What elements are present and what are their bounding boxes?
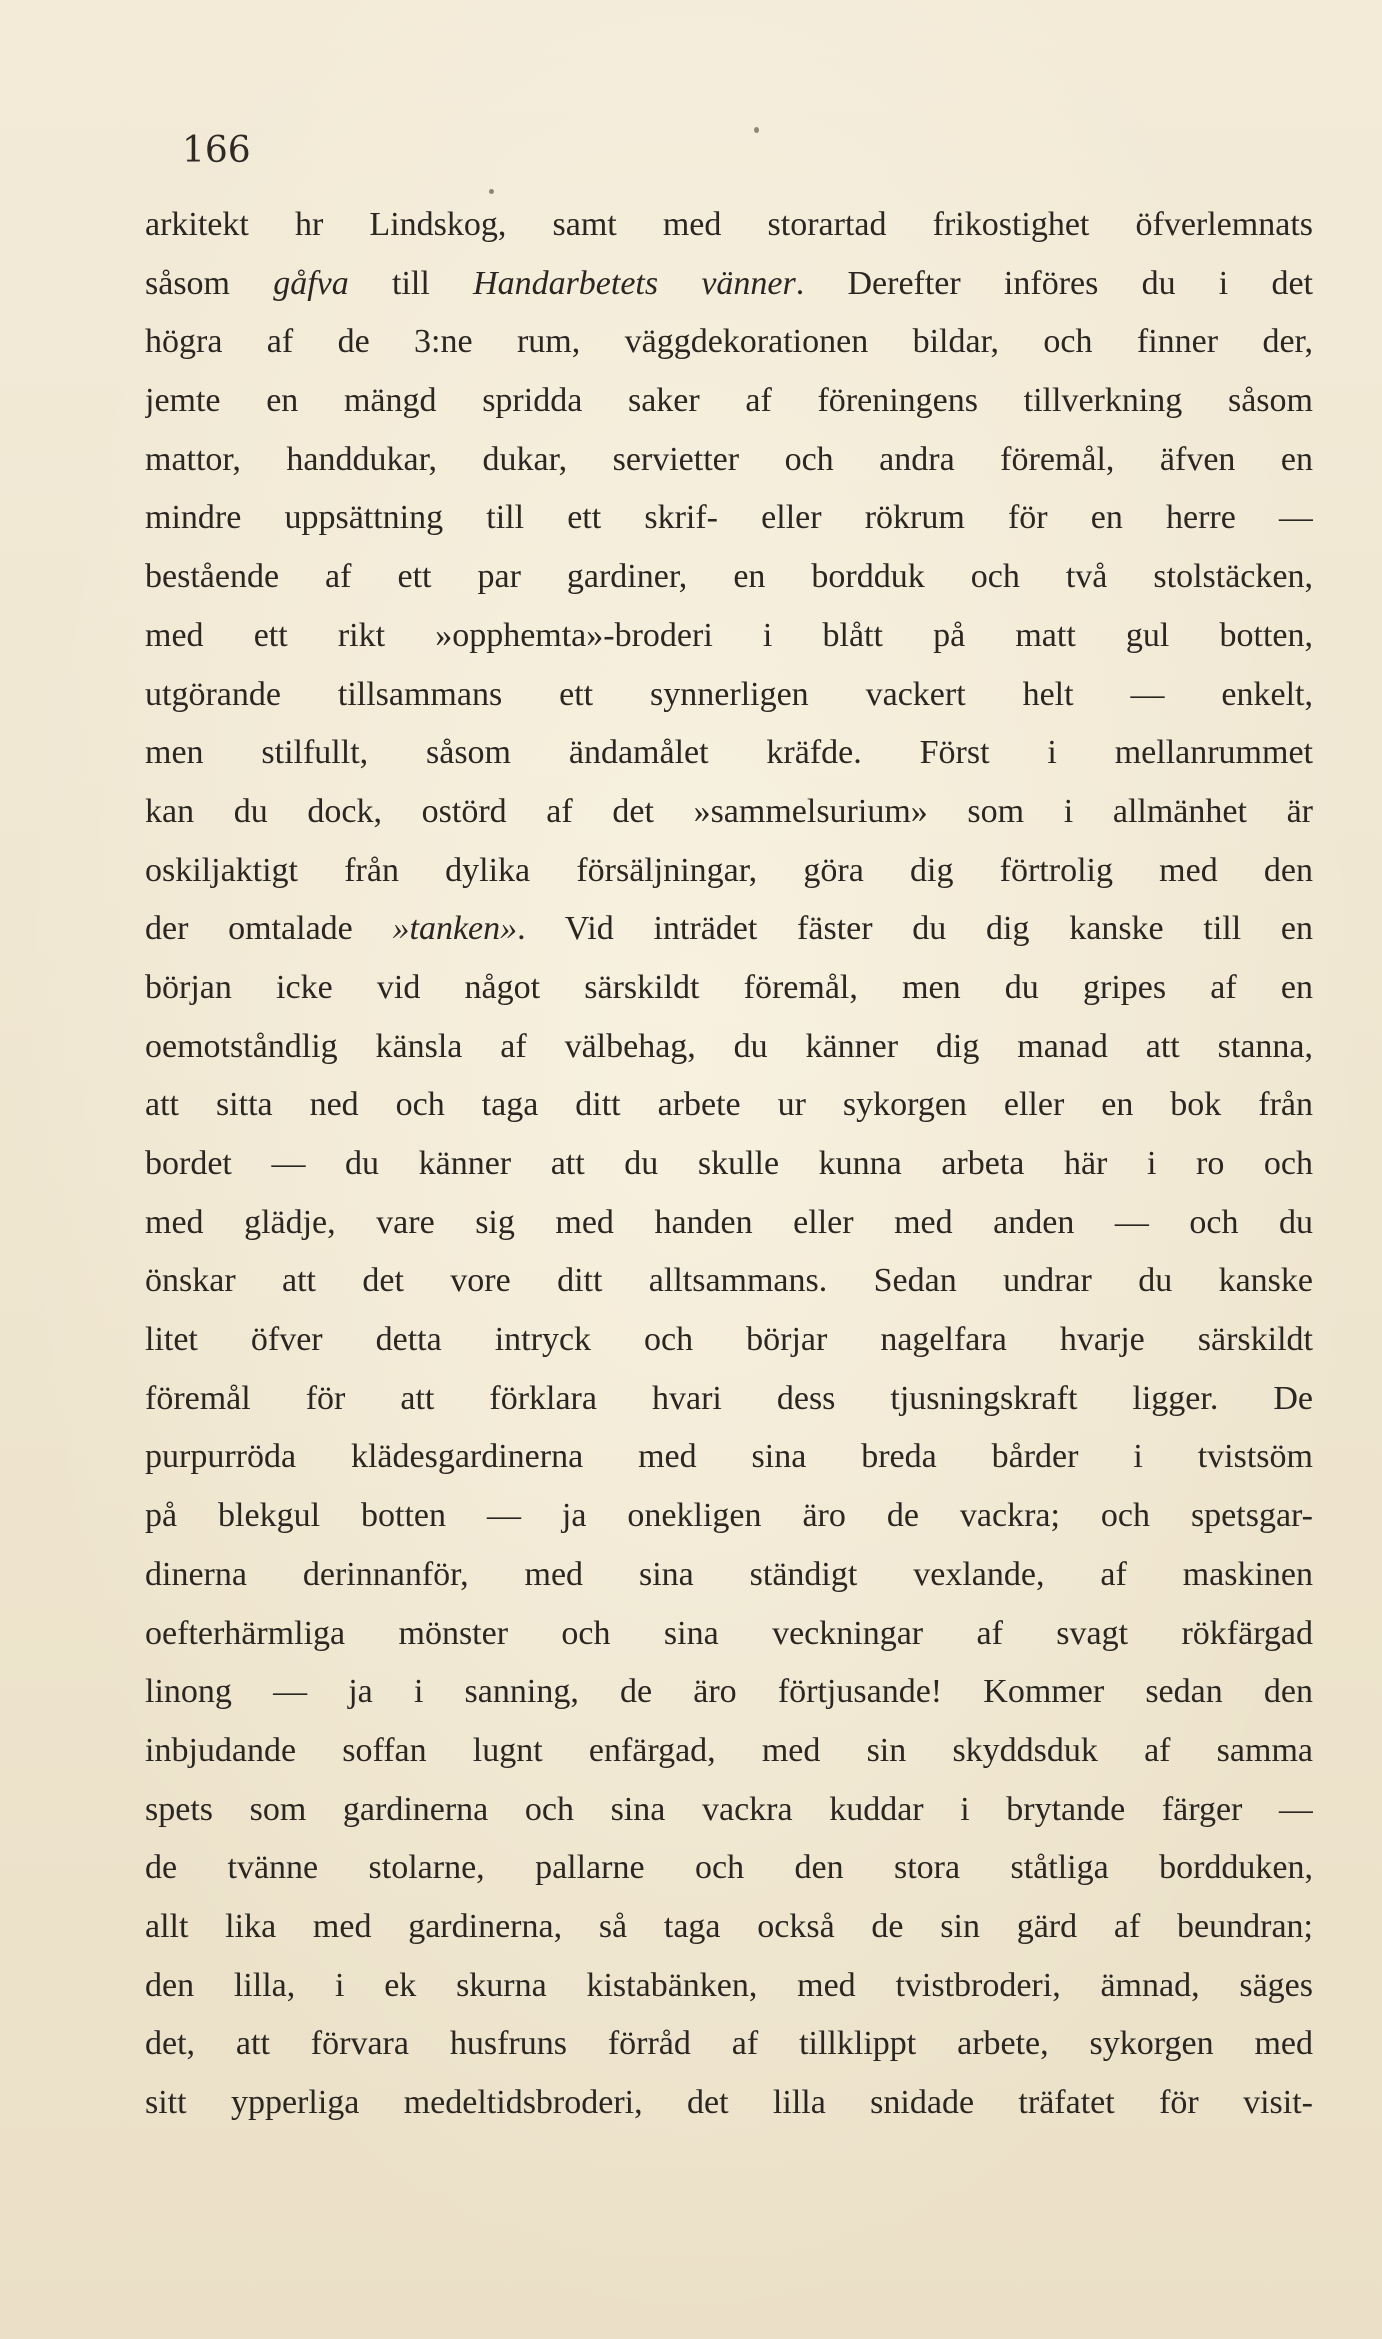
text-line xyxy=(145,1898,1313,1957)
text-line xyxy=(145,2074,1313,2133)
text-line xyxy=(145,1781,1313,1840)
text-line xyxy=(145,959,1313,1018)
text-segment: bordet — du känner att du skulle kunna arbeta här i ro och xyxy=(145,1145,1313,1182)
text-line xyxy=(145,1957,1313,2016)
text-segment: föremål för att förklara hvari dess tjusningskraft ligger. De xyxy=(145,1379,1313,1417)
text-segment: oefterhärmliga mönster och sina veckningar af svagt rökfärgad xyxy=(145,1614,1313,1652)
text-line xyxy=(145,313,1313,372)
text-segment: . Derefter införes du i det xyxy=(795,264,1313,302)
text-line xyxy=(145,1663,1313,1722)
text-line xyxy=(145,1018,1313,1077)
text-line xyxy=(145,1487,1313,1546)
text-line xyxy=(145,431,1313,490)
text-line xyxy=(145,724,1313,783)
text-segment: men stilfullt, såsom ändamålet kräfde. Först i mellanrummet xyxy=(145,734,1313,772)
text-line xyxy=(145,666,1313,725)
ink-speck xyxy=(754,127,759,133)
text-line xyxy=(145,1311,1313,1370)
text-segment: allt lika med gardinerna, så taga också de sin gärd af beundran; xyxy=(145,1907,1313,1945)
text-line xyxy=(145,1194,1313,1253)
text-line xyxy=(145,1135,1313,1194)
text-segment: litet öfver detta intryck och börjar nagelfara hvarje särskildt xyxy=(145,1321,1313,1359)
text-line xyxy=(145,2015,1313,2074)
text-line xyxy=(145,1076,1313,1135)
text-segment: att sitta ned och taga ditt arbete ur sykorgen eller en bok från xyxy=(145,1086,1313,1124)
text-segment: inbjudande soffan lugnt enfärgad, med sin skyddsduk af samma xyxy=(145,1731,1313,1769)
page-number: 166 xyxy=(182,130,251,171)
body-text xyxy=(145,196,1313,2133)
text-segment: jemte en mängd spridda saker af föreningens tillverkning såsom xyxy=(145,382,1313,420)
text-segment: högra af de 3:ne rum, väggdekorationen bildar, och finner der, xyxy=(145,323,1313,361)
text-segment: purpurröda klädesgardinerna med sina breda bårder i tvistsöm xyxy=(145,1438,1313,1476)
text-segment: linong — ja i sanning, de äro förtjusande! Kommer sedan den xyxy=(145,1673,1313,1711)
text-segment: med ett rikt »opphemta»-broderi i blått på matt gul botten, xyxy=(145,616,1313,654)
text-line xyxy=(145,489,1313,548)
text-line xyxy=(145,255,1313,314)
text-line xyxy=(145,607,1313,666)
italic-text: »tanken» xyxy=(392,910,518,948)
text-segment: oskiljaktigt från dylika försäljningar, göra dig förtrolig med den xyxy=(145,851,1313,889)
text-segment: dinerna derinnanför, med sina ständigt vexlande, af maskinen xyxy=(145,1555,1313,1593)
text-line xyxy=(145,900,1313,959)
text-line xyxy=(145,1839,1313,1898)
text-segment: der omtalade xyxy=(145,910,393,948)
text-line xyxy=(145,1370,1313,1429)
text-line xyxy=(145,1605,1313,1664)
text-segment: mindre uppsättning till ett skrif- eller rökrum för en herre — xyxy=(145,499,1313,537)
text-segment: utgörande tillsammans ett synnerligen vackert helt — enkelt, xyxy=(145,675,1313,713)
text-segment: den lilla, i ek skurna kistabänken, med tvistbroderi, ämnad, säges xyxy=(145,1966,1313,2004)
text-segment: sitt ypperliga medeltidsbroderi, det lilla snidade träfatet för visit- xyxy=(145,2084,1313,2121)
text-line xyxy=(145,1546,1313,1605)
italic-text: gåfva xyxy=(273,264,349,302)
text-segment: till xyxy=(348,264,474,302)
italic-text: Handarbetets vänner xyxy=(473,264,796,302)
text-line xyxy=(145,783,1313,842)
text-segment: kan du dock, ostörd af det »sammelsurium» som i allmänhet är xyxy=(145,792,1313,830)
text-segment: de tvänne stolarne, pallarne och den stora ståtliga bordduken, xyxy=(145,1849,1313,1887)
text-segment: spets som gardinerna och sina vackra kuddar i brytande färger — xyxy=(145,1790,1313,1828)
text-line xyxy=(145,842,1313,901)
text-segment: med glädje, vare sig med handen eller med anden — och du xyxy=(145,1203,1313,1241)
text-line xyxy=(145,196,1313,255)
ink-speck xyxy=(489,189,494,194)
text-segment: bestående af ett par gardiner, en bordduk och två stolstäcken, xyxy=(145,558,1313,596)
text-segment: oemotståndlig känsla af välbehag, du känner dig manad att stanna, xyxy=(145,1027,1313,1065)
text-segment: mattor, handdukar, dukar, servietter och andra föremål, äfven en xyxy=(145,440,1313,478)
text-line xyxy=(145,548,1313,607)
text-segment: önskar att det vore ditt alltsammans. Sedan undrar du kanske xyxy=(145,1262,1313,1300)
text-line xyxy=(145,1428,1313,1487)
text-line xyxy=(145,372,1313,431)
text-segment: på blekgul botten — ja onekligen äro de vackra; och spetsgar- xyxy=(145,1497,1313,1535)
text-line xyxy=(145,1722,1313,1781)
text-segment: början icke vid något särskildt föremål, men du gripes af en xyxy=(145,968,1313,1006)
text-line xyxy=(145,1252,1313,1311)
text-segment: det, att förvara husfruns förråd af tillklippt arbete, sykorgen med xyxy=(145,2025,1313,2063)
text-segment: arkitekt hr Lindskog, samt med storartad frikostighet öfverlemnats xyxy=(145,206,1313,243)
text-segment: . Vid inträdet fäster du dig kanske till en xyxy=(517,910,1313,948)
text-segment: såsom xyxy=(145,264,274,302)
